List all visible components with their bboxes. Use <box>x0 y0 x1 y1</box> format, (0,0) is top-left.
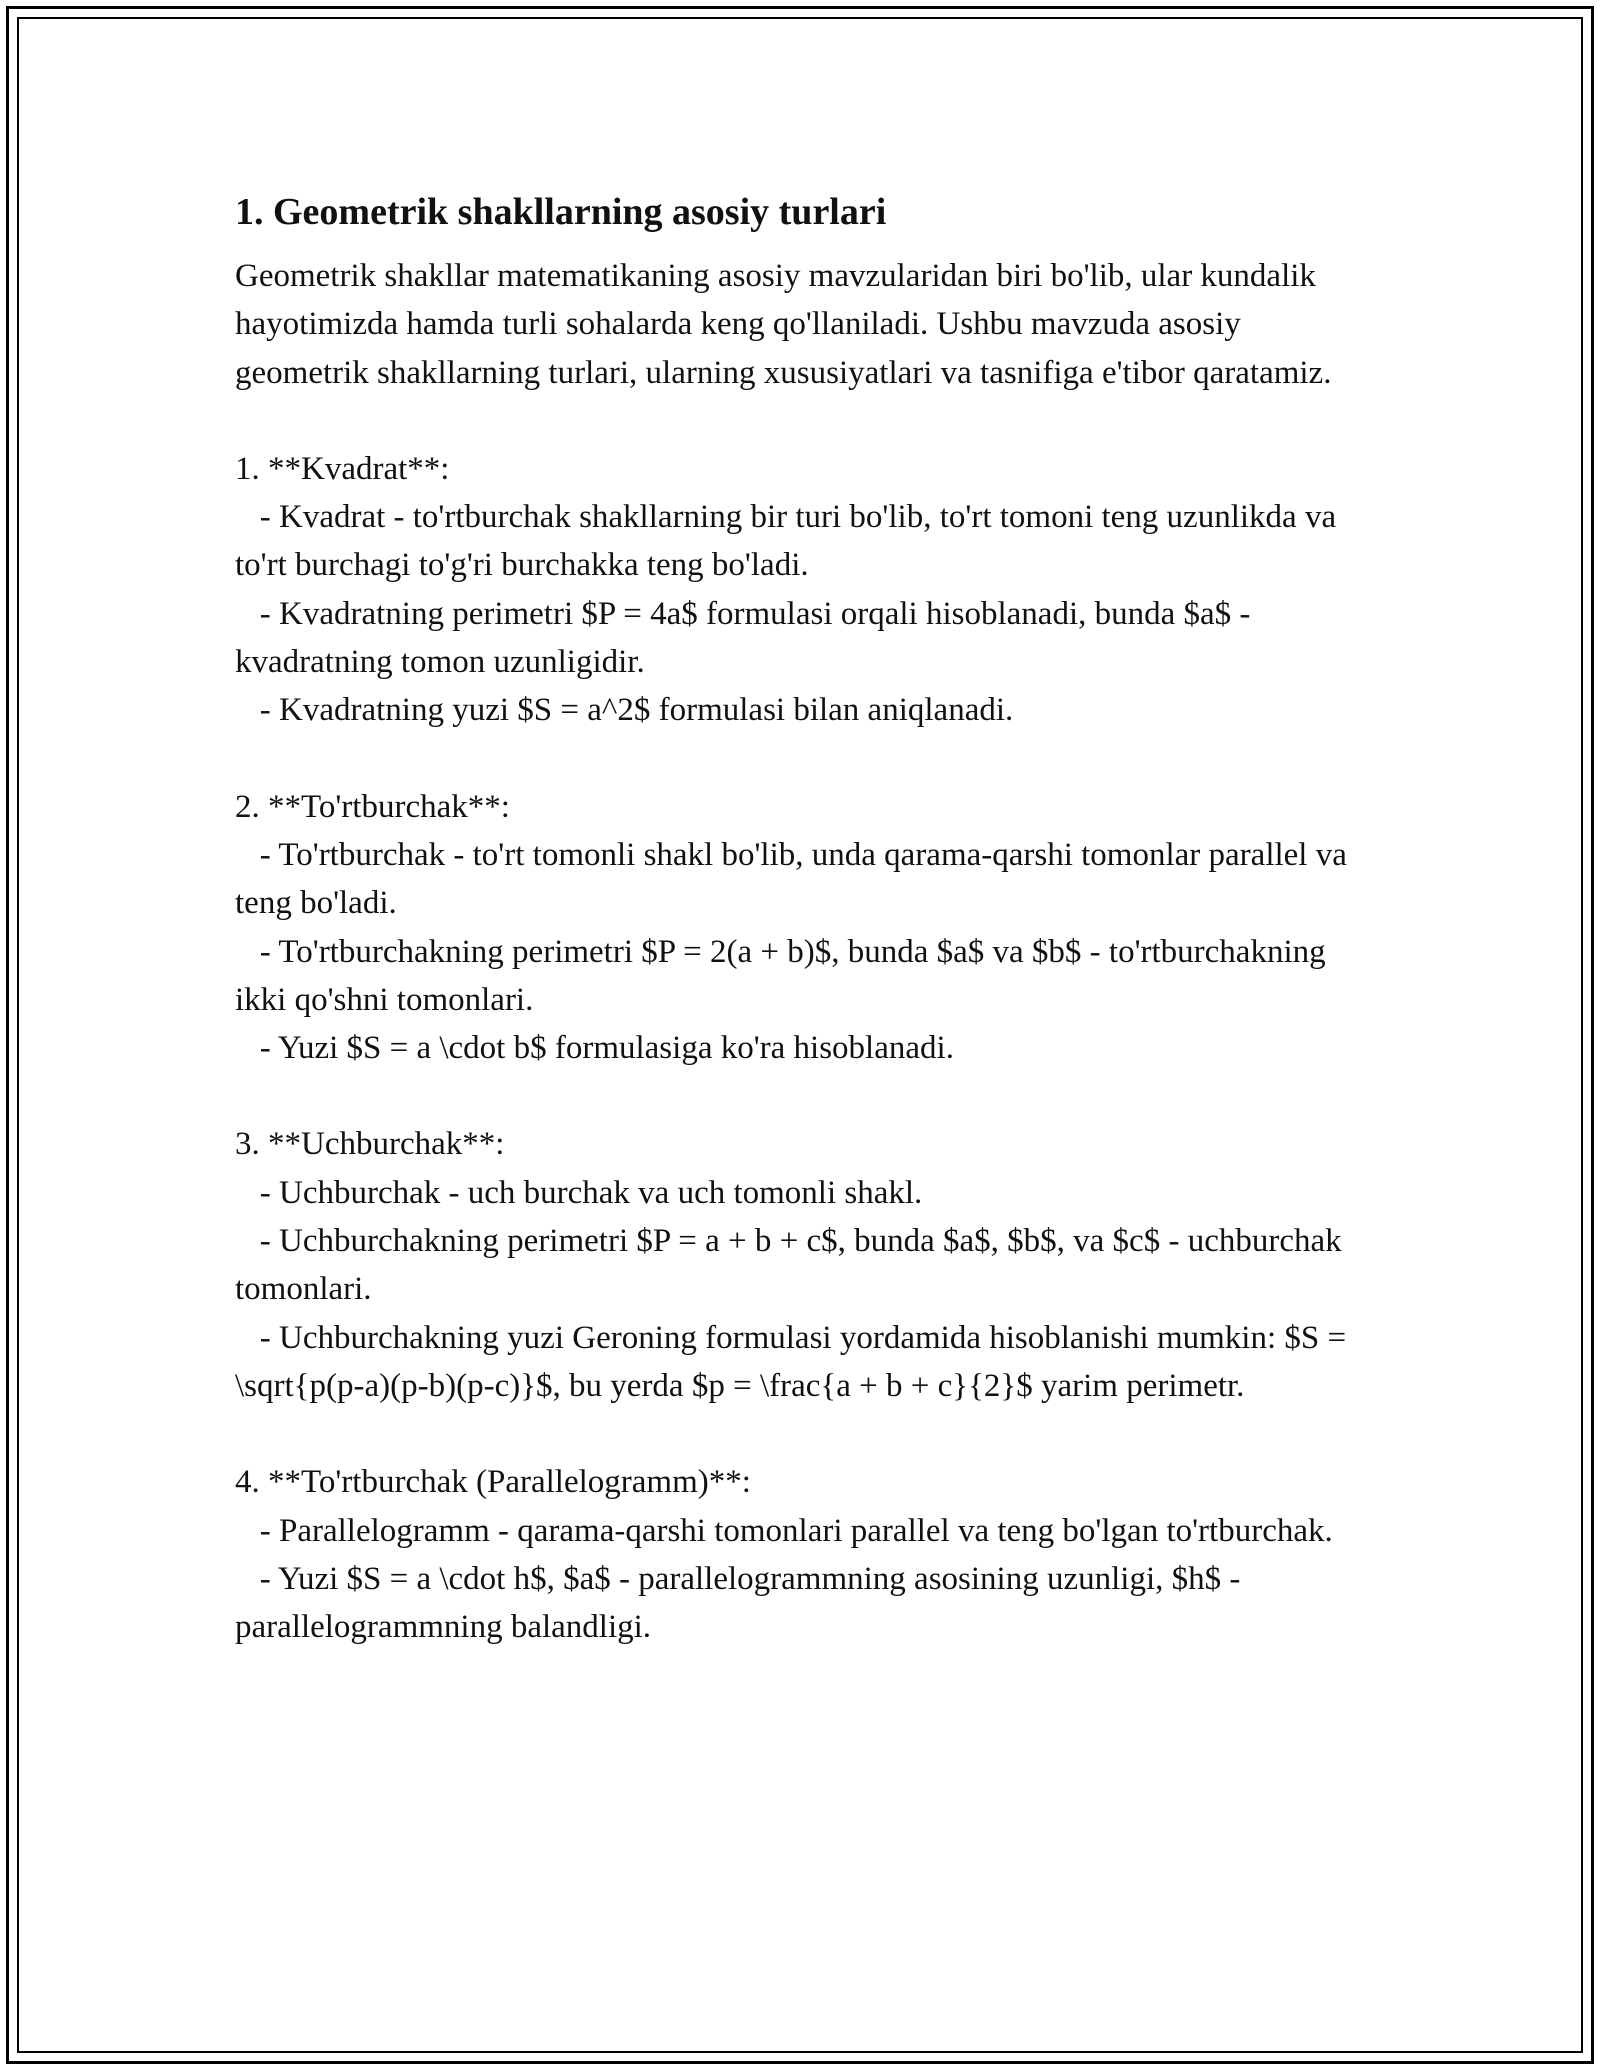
bullet-item: - Uchburchak - uch burchak va uch tomonli shakl. <box>235 1174 923 1211</box>
document-body <box>235 186 1375 1699</box>
bullet-item: - Kvadratning yuzi $S = a^2$ formulasi bilan aniqlanadi. <box>235 692 1014 729</box>
bullet-item: - Uchburchakning perimetri $P = a + b + c$, bunda $a$, $b$, va $c$ - uchburchak tomonlari. <box>235 1223 1350 1308</box>
sections-list <box>235 445 1375 1652</box>
bullet-item: - Kvadrat - to'rtburchak shakllarning bir turi bo'lib, to'rt tomoni teng uzunlikda va to'rt burchagi to'g'ri burchakka teng bo'ladi. <box>235 499 1345 584</box>
section-tortburchak <box>235 783 1375 1073</box>
section-kvadrat <box>235 445 1375 735</box>
bullet-item: - Parallelogramm - qarama-qarshi tomonlari parallel va teng bo'lgan to'rtburchak. <box>235 1512 1333 1549</box>
bullet-item: - To'rtburchak - to'rt tomonli shakl bo'lib, unda qarama-qarshi tomonlar parallel va teng bo'ladi. <box>235 836 1356 922</box>
intro-paragraph: Geometrik shakllar matematikaning asosiy mavzularidan biri bo'lib, ular kundalik hayotimizda hamda turli sohalarda keng qo'llaniladi. Ushbu mavzuda asosiy geometrik shakllarning turlari, ularning xususiyatlari va tasnifiga e'tibor qaratamiz. <box>235 258 1332 391</box>
bullet-item: - Uchburchakning yuzi Geroning formulasi yordamida hisoblanishi mumkin: $S = \sqrt{p(p-a)(p-b)(p-c)}$, bu yerda $p = \frac{a + b + c}{2}$ yarim perimetr. <box>235 1319 1355 1404</box>
section-parallelogramm <box>235 1458 1375 1651</box>
section-heading: 3. **Uchburchak**: <box>235 1126 505 1163</box>
section-uchburchak <box>235 1120 1375 1410</box>
bullet-item: - Kvadratning perimetri $P = 4a$ formulasi orqali hisoblanadi, bunda $a$ - kvadratning tomon uzunligidir. <box>235 595 1259 681</box>
bullet-item: - Yuzi $S = a \cdot h$, $a$ - parallelogrammning asosining uzunligi, $h$ - parallelogrammning balandligi. <box>235 1560 1249 1646</box>
bullet-item: - Yuzi $S = a \cdot b$ formulasiga ko'ra hisoblanadi. <box>235 1030 954 1067</box>
section-heading: 2. **To'rtburchak**: <box>235 788 510 825</box>
section-heading: 4. **To'rtburchak (Parallelogramm)**: <box>235 1464 751 1501</box>
document-title: 1. Geometrik shakllarning asosiy turlari <box>235 191 887 233</box>
bullet-item: - To'rtburchakning perimetri $P = 2(a + b)$, bunda $a$ va $b$ - to'rtburchakning ikki qo'shni tomonlari. <box>235 933 1334 1018</box>
section-heading: 1. **Kvadrat**: <box>235 450 450 487</box>
